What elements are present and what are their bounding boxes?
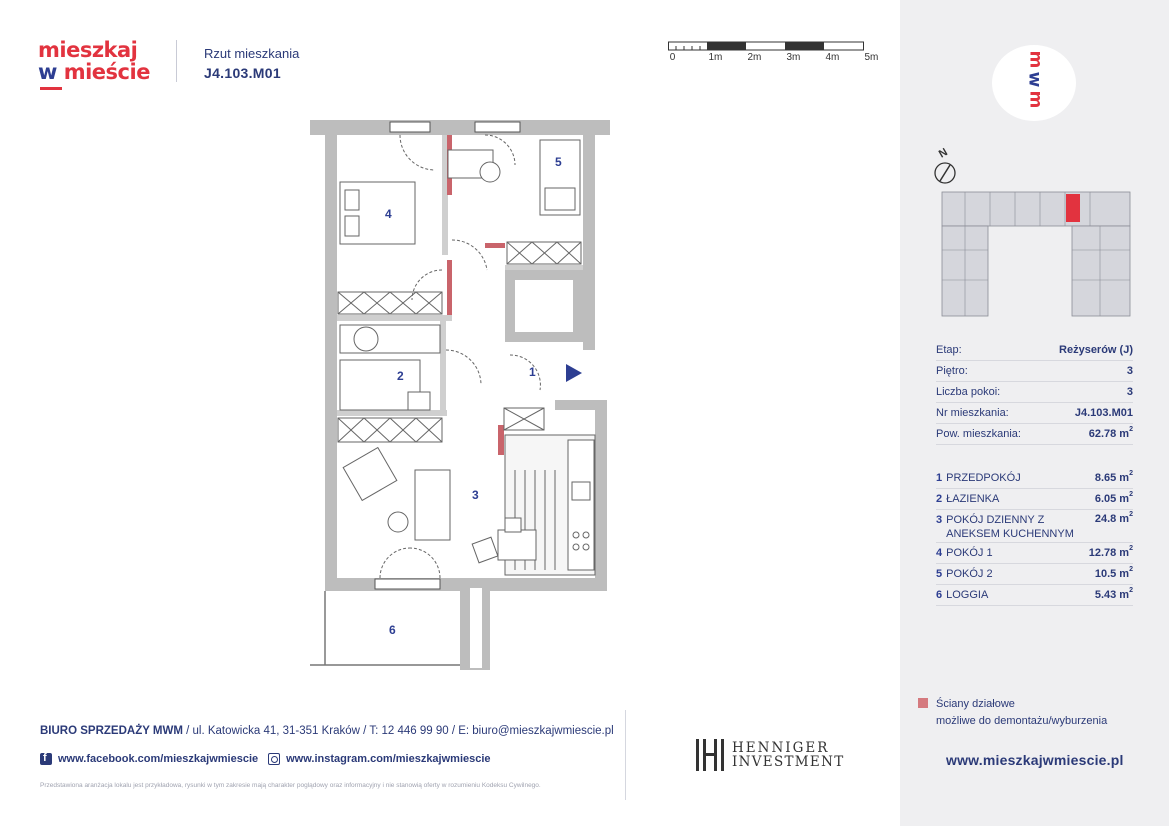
logo-w: w bbox=[38, 60, 57, 84]
room-num: 2 bbox=[936, 492, 943, 505]
building-key-plan bbox=[940, 190, 1135, 320]
room-area: 8.65 m bbox=[1094, 472, 1130, 484]
legend-line-2: możliwe do demontażu/wyburzenia bbox=[936, 714, 1108, 727]
info-label: Nr mieszkania: bbox=[936, 407, 1009, 419]
area-unit: 2 bbox=[1129, 426, 1133, 433]
room-row bbox=[936, 489, 1133, 510]
entrance-arrow-icon bbox=[566, 364, 582, 382]
developer-logo bbox=[694, 738, 845, 772]
facebook-icon bbox=[40, 753, 52, 765]
info-value: J4.103.M01 bbox=[1074, 407, 1133, 419]
logo-line-2 bbox=[38, 62, 150, 83]
room-number: 6 bbox=[389, 623, 396, 637]
room-area: 10.5 m bbox=[1094, 568, 1130, 580]
info-label: Etap: bbox=[936, 344, 962, 356]
scale-label: 1m bbox=[708, 52, 723, 63]
scale-bar bbox=[668, 40, 879, 70]
room-list bbox=[936, 468, 1133, 606]
header-divider bbox=[176, 40, 177, 82]
room-number: 2 bbox=[397, 369, 404, 383]
room-area: 24.8 m bbox=[1094, 513, 1130, 525]
room-num: 3 bbox=[936, 514, 943, 526]
apartment-info bbox=[936, 340, 1133, 445]
area-unit: 2 bbox=[1129, 587, 1133, 594]
badge-letter: w bbox=[1024, 71, 1045, 88]
badge-letter: m bbox=[1025, 90, 1046, 109]
facebook-link[interactable]: www.facebook.com/mieszkajwmiescie bbox=[58, 753, 259, 765]
logo-line-1: mieszkaj bbox=[38, 38, 138, 62]
henniger-monogram-icon bbox=[694, 738, 726, 772]
room-row bbox=[936, 585, 1133, 606]
mwm-badge bbox=[992, 45, 1076, 121]
area-unit: 2 bbox=[1129, 470, 1133, 477]
info-value: Reżyserów (J) bbox=[1059, 344, 1133, 356]
compass-icon bbox=[930, 145, 970, 190]
social-links bbox=[40, 753, 491, 765]
sales-office-info bbox=[40, 725, 614, 737]
room-name: POKÓJ 2 bbox=[946, 567, 993, 580]
info-row bbox=[936, 403, 1133, 424]
footer-divider bbox=[625, 710, 626, 800]
plan-code: J4.103.M01 bbox=[204, 65, 281, 81]
loggia bbox=[310, 591, 460, 665]
info-panel bbox=[900, 0, 1169, 826]
compass-label: N bbox=[936, 146, 950, 161]
info-row bbox=[936, 382, 1133, 403]
room-name: LOGGIA bbox=[946, 588, 989, 601]
disclaimer: Przedstawiona aranżacja lokalu jest przykładowa, rysunki w tym zakresie mają charakter poglądowy oraz informacyjny i nie stanowią oferty w rozumieniu Kodeksu Cywilnego. bbox=[40, 782, 541, 789]
area-unit: 2 bbox=[1129, 566, 1133, 573]
scale-label: 3m bbox=[786, 52, 801, 63]
removable-walls bbox=[447, 135, 505, 455]
info-label: Piętro: bbox=[936, 365, 968, 377]
developer-line-1: HENNIGER bbox=[732, 739, 830, 756]
website-link[interactable]: www.mieszkajwmiescie.pl bbox=[946, 752, 1124, 768]
room-row bbox=[936, 543, 1133, 564]
scale-bar-graphic bbox=[668, 40, 868, 52]
info-value: 3 bbox=[1126, 365, 1133, 377]
brand-logo bbox=[38, 40, 150, 90]
sales-office-title: BIURO SPRZEDAŻY MWM bbox=[40, 725, 183, 737]
info-row bbox=[936, 361, 1133, 382]
room-row bbox=[936, 510, 1133, 543]
room-row bbox=[936, 564, 1133, 585]
room-area: 12.78 m bbox=[1088, 547, 1130, 559]
apartment-highlight bbox=[1066, 194, 1080, 222]
developer-name bbox=[732, 741, 845, 769]
instagram-link[interactable]: www.instagram.com/mieszkajwmiescie bbox=[286, 753, 491, 765]
room-area: 5.43 m bbox=[1094, 589, 1130, 601]
sales-office-details: / ul. Katowicka 41, 31-351 Kraków / T: 12 446 99 90 / E: biuro@mieszkajwmiescie.pl bbox=[182, 725, 614, 737]
info-label: Liczba pokoi: bbox=[936, 386, 1001, 398]
plan-label: Rzut mieszkania bbox=[204, 46, 300, 61]
legend bbox=[918, 696, 1107, 729]
room-number: 3 bbox=[472, 488, 479, 502]
floor-plan bbox=[300, 110, 620, 675]
area-unit: 2 bbox=[1129, 511, 1133, 518]
info-label: Pow. mieszkania: bbox=[936, 428, 1021, 440]
scale-label: 2m bbox=[747, 52, 762, 63]
scale-label: 4m bbox=[825, 52, 840, 63]
badge-letter: m bbox=[1025, 50, 1046, 69]
logo-miescie: mieście bbox=[63, 60, 150, 84]
legend-swatch bbox=[918, 698, 928, 708]
info-row bbox=[936, 424, 1133, 445]
room-name: POKÓJ DZIENNY Z ANEKSEM KUCHENNYM bbox=[946, 514, 1074, 541]
info-row bbox=[936, 340, 1133, 361]
room-name: PRZEDPOKÓJ bbox=[946, 471, 1021, 484]
legend-line-1: Ściany działowe bbox=[936, 698, 1015, 710]
room-num: 1 bbox=[936, 471, 943, 484]
developer-line-2: INVESTMENT bbox=[732, 754, 845, 770]
room-area: 6.05 m bbox=[1094, 493, 1130, 505]
room-number: 4 bbox=[385, 207, 392, 221]
room-number: 1 bbox=[529, 365, 536, 379]
room-name: POKÓJ 1 bbox=[946, 546, 993, 559]
room-num: 4 bbox=[936, 546, 943, 559]
room-row bbox=[936, 468, 1133, 489]
room-num: 5 bbox=[936, 567, 943, 580]
scale-label: 0 bbox=[669, 52, 676, 63]
area-unit: 2 bbox=[1129, 491, 1133, 498]
total-area: 62.78 m bbox=[1088, 428, 1130, 440]
area-unit: 2 bbox=[1129, 545, 1133, 552]
furniture bbox=[340, 140, 595, 575]
instagram-icon bbox=[268, 753, 280, 765]
room-num: 6 bbox=[936, 588, 943, 601]
scale-label: 5m bbox=[864, 52, 879, 63]
room-number: 5 bbox=[555, 155, 562, 169]
info-value: 3 bbox=[1126, 386, 1133, 398]
room-name: ŁAZIENKA bbox=[946, 492, 1000, 505]
logo-underline bbox=[40, 87, 62, 90]
info-value bbox=[1089, 428, 1133, 440]
